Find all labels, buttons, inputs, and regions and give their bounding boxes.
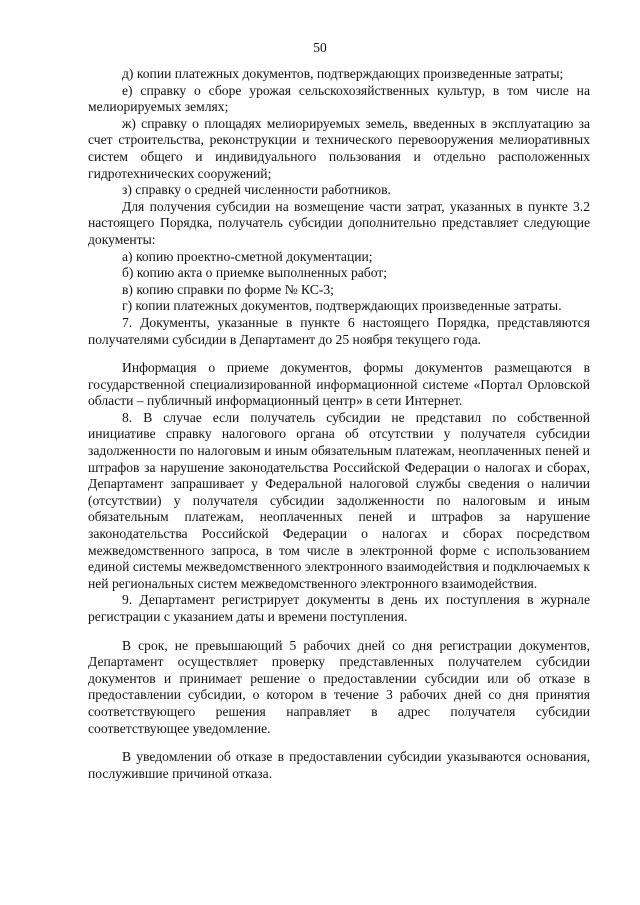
paragraph-zh-land-area-certificate: ж) справку о площадях мелиорируемых земель, введенных в эксплуатацию за счет строительства, реконструкции и технического перевооружения мелиоративных систем общего и индивидуального пользования и отдельно расположенных гидротехнических сооружений;	[88, 115, 590, 181]
paragraph-g-payment-copies: г) копии платежных документов, подтверждающих произведенные затраты.	[122, 298, 562, 314]
paragraph-refusal-notice: В уведомлении об отказе в предоставлении субсидии указываются основания, послужившие причиной отказа.	[88, 749, 590, 781]
paragraph-v-ks3-certificate: в) копию справки по форме № КС-3;	[122, 281, 334, 297]
paragraph-information-portal: Информация о приеме документов, формы документов размещаются в государственной специализированной информационной системе «Портал Орловской области – публичный информационный центр» в сети Интернет.	[88, 360, 590, 409]
page-number: 50	[313, 40, 327, 55]
paragraph-review-period: В срок, не превышающий 5 рабочих дней со дня регистрации документов, Департамент осуществляет проверку представленных получателем субсидии документов и принимает решение о предоставлении субсидии или об отказе в предоставлении субсидии, о котором в течение 3 рабочих дней со дня принятия соответствующего решения направляет в адрес получателя субсидии соответствующее уведомление.	[88, 637, 590, 736]
paragraph-d-payment-copies: д) копии платежных документов, подтверждающих произведенные затраты;	[122, 66, 564, 81]
paragraph-z-employee-count: з) справку о средней численности работников.	[122, 182, 391, 198]
paragraph-additional-documents: Для получения субсидии на возмещение части затрат, указанных в пункте 3.2 настоящего Порядка, получатель субсидии дополнительно представляет следующие документы:	[88, 198, 590, 247]
paragraph-8-tax-inquiry: 8. В случае если получатель субсидии не представил по собственной инициативе справку налогового органа об отсутствии у получателя субсидии задолженности по налоговым и иным обязательным платежам, неоплаченных пеней и штрафов за нарушение законодательства Российской Федерации о налогах и сборах, Департамент запрашивает у Федеральной налоговой службы сведения о наличии (отсутствии) у получателя субсидии задолженности по налоговым и иным обязательным платежам, неоплаченных пеней и штрафов за нарушение законодательства Российской Федерации о налогах и сборах посредством межведомственного запроса, в том числе в электронной форме с использованием единой системы межведомственного электронного взаимодействия и подключаемых к ней региональных систем межведомственного электронного взаимодействия.	[88, 409, 590, 591]
paragraph-7-submission-deadline: 7. Документы, указанные в пункте 6 настоящего Порядка, представляются получателями субсидии в Департамент до 25 ноября текущего года.	[88, 314, 590, 347]
paragraph-b-acceptance-act: б) копию акта о приемке выполненных работ;	[122, 265, 388, 281]
paragraph-a-design-estimate: а) копию проектно-сметной документации;	[122, 248, 373, 264]
document-body	[88, 66, 590, 782]
paragraph-e-harvest-certificate: е) справку о сборе урожая сельскохозяйственных культур, в том числе на мелиорируемых землях;	[88, 82, 590, 115]
paragraph-9-registration: 9. Департамент регистрирует документы в день их поступления в журнале регистрации с указанием даты и времени поступления.	[88, 592, 590, 624]
